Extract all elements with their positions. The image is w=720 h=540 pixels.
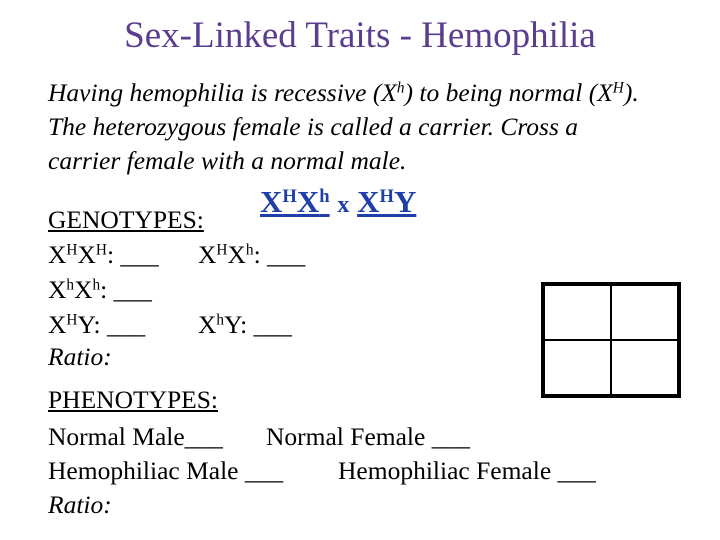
genotype-normal-male: $X^HY$: ___ (48, 310, 146, 339)
phenotype-normal-male: Normal Male___ (48, 422, 223, 451)
cross-operator: x (337, 192, 350, 218)
genotype-carrier-female: $X^HX^h$: ___ (198, 240, 306, 269)
punnett-cell (611, 285, 678, 340)
phenotype-hemophiliac-female: Hemophiliac Female ___ (338, 456, 596, 485)
phenotype-normal-female: Normal Female ___ (266, 422, 470, 451)
cross-equation (260, 184, 416, 220)
genotype-hemophiliac-male: $X^hY$: ___ (198, 310, 292, 339)
genotype-hemophiliac-female: $X^hX^h$: ___ (48, 275, 152, 304)
phenotype-hemophiliac-male: Hemophiliac Male ___ (48, 456, 284, 485)
intro-line-2: The heterozygous female is called a carrier. Cross a (48, 112, 579, 141)
male-parent-genotype: $X^HY$ (357, 184, 417, 219)
genotypes-header: GENOTYPES: (48, 205, 204, 234)
phenotypes-header: PHENOTYPES: (48, 385, 219, 414)
phenotype-ratio-label: Ratio: (48, 490, 112, 519)
punnett-cell (544, 285, 611, 340)
punnett-square (541, 282, 681, 398)
intro-line-1: Having hemophilia is recessive $(X^h)$ to being normal $(X^H)$. (48, 78, 639, 107)
genotype-homozygous-normal-female: $X^HX^H$: ___ (48, 240, 159, 269)
page-title: Sex-Linked Traits - Hemophilia (124, 15, 596, 56)
punnett-cell (611, 340, 678, 395)
genotype-ratio-label: Ratio: (48, 342, 112, 371)
punnett-cell (544, 340, 611, 395)
intro-line-3: carrier female with a normal male. (48, 146, 407, 175)
female-parent-genotype: $X^HX^h$ (260, 184, 330, 219)
